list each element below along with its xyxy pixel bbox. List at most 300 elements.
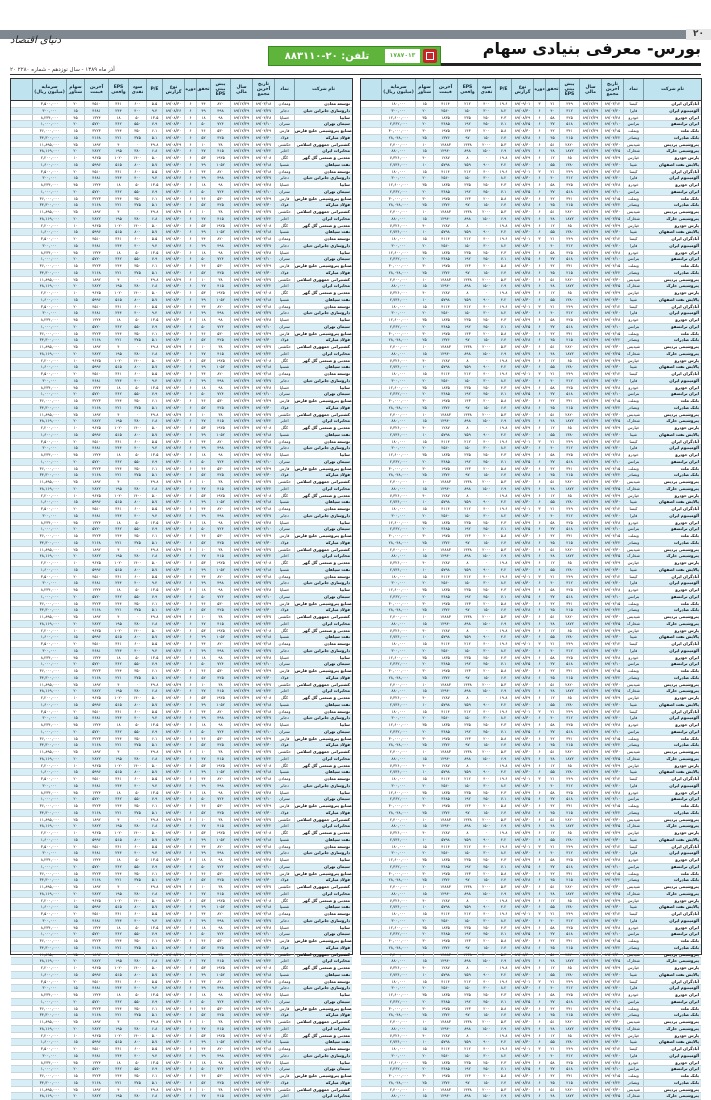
table-cell: ۴ bbox=[108, 614, 128, 620]
company-name-cell: آبادگران ایران bbox=[643, 439, 701, 445]
table-cell: ۸۹/۱۲/۲۹ bbox=[230, 418, 252, 424]
table-cell: ۴۱۱۴ bbox=[433, 169, 457, 175]
table-cell: ۱۲۹۴۰ bbox=[433, 351, 457, 357]
table-row bbox=[361, 169, 701, 176]
table-cell: ۸۹/۰۸/۳۰ bbox=[162, 979, 184, 985]
table-row bbox=[11, 243, 352, 250]
table-cell: ۶ bbox=[184, 776, 196, 782]
table-cell: وبصادر bbox=[623, 202, 643, 208]
table-cell: ۵.۸ bbox=[495, 1006, 511, 1012]
table-cell: ۵۵ bbox=[545, 297, 559, 303]
company-name-cell: سیمان تهران bbox=[294, 931, 352, 937]
table-cell: ۸۹/۰۳/۲۷ bbox=[252, 985, 274, 991]
company-name-cell: ایران خودرو bbox=[643, 992, 701, 998]
company-name-cell: صنایع پتروشیمی خلیج فارس bbox=[295, 668, 352, 673]
table-cell: ۹۰۰ bbox=[477, 634, 495, 640]
table-cell: ۳۵ bbox=[415, 655, 433, 661]
table-cell: ۴۵۱۰ bbox=[84, 911, 108, 917]
table-row bbox=[11, 884, 352, 891]
table-cell: ۸ bbox=[457, 493, 477, 499]
table-cell: ۷.۱ bbox=[495, 189, 511, 195]
table-row bbox=[11, 567, 352, 574]
table-cell: ۸۹/۱۲/۲۹ bbox=[579, 202, 601, 208]
company-name-cell: ایران خودرو bbox=[643, 182, 701, 188]
table-cell: ۸۹/۰۸/۳۰ bbox=[511, 702, 533, 708]
table-cell: ۸۹/۰۴/۱۵ bbox=[601, 601, 623, 607]
company-name-cell: مخابرات ایران bbox=[294, 486, 352, 492]
table-cell: فارس bbox=[274, 736, 294, 742]
table-cell: ۲۲۱ bbox=[108, 877, 128, 883]
table-cell: ۱۲۹۴۰ bbox=[433, 621, 457, 627]
table-cell: ۱۸۷۲ bbox=[559, 553, 579, 559]
table-cell: ۱۴۳۸ bbox=[457, 142, 477, 148]
table-cell: ۱۸۷۲ bbox=[559, 148, 579, 154]
table-cell: ۸۹/۰۸/۲۸ bbox=[511, 810, 533, 816]
table-cell: ۱۵ bbox=[66, 533, 84, 539]
table-cell: ۸۹/۰۸/۲۹ bbox=[162, 614, 184, 620]
table-cell: ۸۹/۰۴/۲۹ bbox=[601, 425, 623, 431]
table-cell: ۱۵۰ bbox=[477, 945, 495, 951]
table-cell: ۲۰ bbox=[415, 850, 433, 856]
table-cell: ۴۰ bbox=[415, 628, 433, 634]
table-cell: ۴۰۰ bbox=[477, 641, 495, 647]
table-cell: ۱۵ bbox=[415, 148, 433, 154]
table-cell: ۱۳۲۴ bbox=[84, 250, 108, 256]
table-cell: ۴۱۵ bbox=[210, 351, 230, 357]
table-cell: ۳۲۲۳ bbox=[84, 871, 108, 877]
table-cell: ۱۰ bbox=[415, 884, 433, 890]
table-cell: ۸۹/۰۴/۳۰ bbox=[601, 1039, 623, 1045]
table-cell: ۸۹/۰۸/۳۰ bbox=[511, 634, 533, 640]
table-row bbox=[361, 709, 701, 716]
table-cell: ۲۰ bbox=[66, 304, 84, 310]
table-cell: ۸۹/۰۴/۱۵ bbox=[601, 668, 623, 674]
table-cell: ۱,۶۰۰,۰۰۰ bbox=[32, 297, 66, 303]
table-cell: ۲۰ bbox=[66, 236, 84, 242]
table-cell: ۸۹/۱۲/۲۹ bbox=[579, 715, 601, 721]
table-cell: ۷.۹ bbox=[146, 999, 162, 1005]
table-row bbox=[361, 655, 701, 662]
table-cell: ۵۱۸ bbox=[559, 661, 579, 667]
table-cell: ۱۰۵۲ bbox=[210, 769, 230, 775]
table-cell: ۸۹/۱۲/۲۹ bbox=[230, 493, 252, 499]
table-cell: ۳۷۵ bbox=[128, 1012, 146, 1018]
table-cell: ۸۹/۰۳/۱۲ bbox=[601, 439, 623, 445]
table-cell: ۴۰۰ bbox=[128, 1053, 146, 1059]
table-cell: وبملت bbox=[623, 668, 643, 674]
table-row bbox=[11, 412, 352, 419]
table-cell: ۲۱۵ bbox=[559, 270, 579, 276]
table-cell: ۱۴۰۰ bbox=[128, 493, 146, 499]
table-cell: ۲۳۵ bbox=[457, 250, 477, 256]
table-cell: ۲۵ bbox=[415, 945, 433, 951]
table-cell: ۴۰۰ bbox=[477, 101, 495, 107]
table-cell: فایرا bbox=[623, 175, 643, 181]
table-cell: ۸۹/۰۴/۲۸ bbox=[252, 790, 274, 796]
table-cell: ۰ bbox=[477, 628, 495, 634]
table-cell: ۸۹/۰۴/۲۲ bbox=[252, 688, 274, 694]
table-cell: ۶ bbox=[184, 499, 196, 505]
table-cell: حکشتی bbox=[274, 614, 294, 620]
table-cell: ۱۵ bbox=[66, 297, 84, 303]
table-cell: ۸۹/۰۳/۳۰ bbox=[601, 952, 623, 958]
table-cell: ۸۹/۰۸/۳۰ bbox=[162, 317, 184, 323]
table-row bbox=[11, 378, 352, 385]
table-row bbox=[11, 371, 352, 378]
table-cell: ۴.۳ bbox=[495, 790, 511, 796]
table-cell: ۱۴۰۰ bbox=[128, 223, 146, 229]
table-cell: ۱۱,۸۹۵,۰۰۰ bbox=[32, 479, 66, 485]
table-cell: کیسا bbox=[623, 304, 643, 310]
table-cell: ۲۲۱ bbox=[108, 135, 128, 141]
table-cell: ۱۰ bbox=[415, 634, 433, 640]
table-cell: ۸۹/۰۸/۳۰ bbox=[162, 931, 184, 937]
table-row bbox=[361, 1080, 701, 1087]
table-cell: ۲۸,۰۴۸,۰۰۰ bbox=[381, 742, 415, 748]
table-cell: ۸۲۰ bbox=[210, 506, 230, 512]
table-cell: ۱۴۰۰ bbox=[128, 965, 146, 971]
table-cell: ۸۹/۱۲/۲۹ bbox=[230, 533, 252, 539]
advertisement-banner[interactable] bbox=[268, 46, 441, 66]
table-cell: خپارس bbox=[623, 560, 643, 566]
table-cell: ۸۹/۱۲/۲۹ bbox=[579, 229, 601, 235]
table-cell: ۸۹/۰۴/۱۰ bbox=[601, 121, 623, 127]
table-cell: ۳۲۲۳ bbox=[84, 196, 108, 202]
table-cell: ۳۴۱ bbox=[559, 601, 579, 607]
table-row bbox=[361, 749, 701, 756]
table-cell: ۹۸ bbox=[210, 992, 230, 998]
table-cell: ۸۹/۰۹/۰۱ bbox=[511, 641, 533, 647]
company-name-cell: پارس خودرو bbox=[643, 763, 701, 769]
table-cell: ۸۹/۱۲/۲۹ bbox=[230, 729, 252, 735]
table-cell: ۱۰ bbox=[66, 830, 84, 836]
table-cell: ۸۹/۰۴/۲۹ bbox=[601, 358, 623, 364]
table-cell: ۹.۴ bbox=[146, 445, 162, 451]
table-cell: ۶ bbox=[184, 121, 196, 127]
table-cell: بترانس bbox=[623, 256, 643, 262]
company-name-cell: پتروشیمی پردیس bbox=[643, 817, 701, 823]
table-cell: ۸۹/۰۸/۳۰ bbox=[162, 182, 184, 188]
table-cell: ۸۹/۰۸/۲۷ bbox=[511, 283, 533, 289]
table-cell: ۴.۲ bbox=[495, 297, 511, 303]
table-cell: ۱۹۷۵ bbox=[433, 466, 457, 472]
table-cell: ۸۲۰ bbox=[210, 371, 230, 377]
table-cell: ۲۴۴ bbox=[108, 871, 128, 877]
table-cell: ۲۳۵ bbox=[457, 925, 477, 931]
table-cell: وبملت bbox=[623, 263, 643, 269]
table-cell: ۱۲ bbox=[545, 155, 559, 161]
table-cell: ۸۹/۱۲/۲۹ bbox=[230, 277, 252, 283]
table-cell: خساپا bbox=[274, 1060, 294, 1066]
table-cell: ۳۰۰ bbox=[477, 513, 495, 519]
table-cell: ۴۹۸ bbox=[210, 580, 230, 586]
table-cell: ۸۹/۰۳/۲۷ bbox=[252, 243, 274, 249]
table-cell: ۸۹/۱۲/۲۹ bbox=[579, 580, 601, 586]
table-cell: ۵۷۲۰ bbox=[84, 999, 108, 1005]
table-cell: ۲۳۵ bbox=[457, 857, 477, 863]
table-cell: ۸۹/۱۲/۲۹ bbox=[230, 830, 252, 836]
table-cell: ۲۱۲ bbox=[457, 506, 477, 512]
table-cell: ۸۹/۰۸/۳۰ bbox=[162, 634, 184, 640]
table-cell: ۲۴۴ bbox=[108, 985, 128, 991]
table-row bbox=[361, 790, 701, 797]
table-cell: ۸۲۰ bbox=[210, 844, 230, 850]
table-cell: ۸۹/۰۹/۰۱ bbox=[511, 979, 533, 985]
table-cell: ۲۰۰ bbox=[477, 398, 495, 404]
table-cell: ۸۹/۰۸/۳۰ bbox=[162, 526, 184, 532]
table-cell: ۳۰۰,۰۰۰ bbox=[32, 513, 66, 519]
table-cell: ۳,۵۰۰,۰۰۰ bbox=[32, 979, 66, 985]
table-cell: ۲۱ bbox=[545, 1046, 559, 1052]
table-cell: ۸۹/۰۴/۱۰ bbox=[252, 324, 274, 330]
table-row bbox=[361, 965, 701, 972]
company-name-cell: معدنی و صنعتی گل گهر bbox=[294, 695, 352, 701]
table-row bbox=[11, 904, 352, 911]
table-cell: ۲۰ bbox=[415, 108, 433, 114]
table-cell: ۸۹/۰۸/۲۶ bbox=[162, 850, 184, 856]
table-cell: ۸۹/۰۸/۲۹ bbox=[511, 587, 533, 593]
table-cell: ۳۰۰,۰۰۰ bbox=[32, 850, 66, 856]
company-name-cell: کشتیرانی جمهوری اسلامی bbox=[294, 682, 352, 688]
table-cell: ۸۹/۰۸/۳۰ bbox=[511, 715, 533, 721]
company-name-cell: داروسازی جابرابن حیان bbox=[294, 715, 352, 721]
table-cell: ۳ bbox=[533, 709, 545, 715]
table-cell: ۶ bbox=[533, 128, 545, 134]
table-cell: ۶ bbox=[533, 358, 545, 364]
table-cell: ۴۰۰ bbox=[477, 304, 495, 310]
table-cell: ۸۹/۰۳/۱۸ bbox=[252, 709, 274, 715]
table-cell: ۸۹/۰۸/۲۸ bbox=[511, 877, 533, 883]
table-cell: ۲۴۹ bbox=[559, 979, 579, 985]
table-cell: ۲۰ bbox=[415, 1066, 433, 1072]
table-cell: خودرو bbox=[623, 1060, 643, 1066]
table-cell: ۵.۰ bbox=[146, 1033, 162, 1039]
company-name-cell: پارس خودرو bbox=[643, 290, 701, 296]
table-cell: ۴۲۵ bbox=[210, 607, 230, 613]
table-cell: فایرا bbox=[623, 378, 643, 384]
table-cell: خودرو bbox=[623, 992, 643, 998]
table-cell: ۶ bbox=[533, 445, 545, 451]
table-cell: ۶.۱ bbox=[146, 1006, 162, 1012]
table-cell: ۱۴۳۸ bbox=[457, 277, 477, 283]
table-cell: ۸۹/۱۲/۲۹ bbox=[230, 189, 252, 195]
table-cell: ۱,۰۰۰,۰۰۰ bbox=[32, 121, 66, 127]
table-cell: ۱۰ bbox=[415, 749, 433, 755]
table-cell: فایرا bbox=[623, 1053, 643, 1059]
table-cell: ۱۵ bbox=[66, 1012, 84, 1018]
table-cell: ۵.۱ bbox=[146, 472, 162, 478]
table-cell: ۳۵ bbox=[415, 115, 433, 121]
table-cell: ۵۵۰ bbox=[128, 864, 146, 870]
table-cell: خپارس bbox=[623, 223, 643, 229]
table-cell: ۵۱ bbox=[545, 412, 559, 418]
table-cell: ۷۲۴ bbox=[210, 526, 230, 532]
table-cell: ۶ bbox=[533, 614, 545, 620]
table-cell: ۱۲۹۴۰ bbox=[433, 688, 457, 694]
company-name-cell: پالایش نفت اصفهان bbox=[643, 904, 701, 910]
table-cell: ۴۶۸۱ bbox=[84, 378, 108, 384]
table-cell: ۲۰ bbox=[66, 641, 84, 647]
table-cell: ۸۹/۰۴/۲۷ bbox=[252, 1087, 274, 1093]
table-row bbox=[11, 655, 352, 662]
table-cell: ۸۹/۱۲/۲۹ bbox=[579, 472, 601, 478]
table-cell: ۸۹/۰۳/۲۵ bbox=[601, 1026, 623, 1032]
table-cell: ۶ bbox=[184, 378, 196, 384]
table-cell: ۱۵ bbox=[66, 331, 84, 337]
table-cell: ۸۹/۰۳/۱۸ bbox=[252, 439, 274, 445]
table-cell: ۲,۳۶۲,۰۰۰ bbox=[381, 391, 415, 397]
table-cell: ۶ bbox=[184, 243, 196, 249]
table-cell: حکشتی bbox=[274, 1087, 294, 1093]
table-cell: ستران bbox=[274, 594, 294, 600]
table-cell: ۱۳۲۴ bbox=[84, 1060, 108, 1066]
table-cell: ۸۹/۰۹/۰۱ bbox=[511, 101, 533, 107]
table-cell: وبصادر bbox=[623, 405, 643, 411]
table-cell: ۱,۶۰۰,۰۰۰ bbox=[32, 702, 66, 708]
table-cell: ۰ bbox=[128, 884, 146, 890]
table-cell: ۵.۵ bbox=[146, 574, 162, 580]
table-cell: ۳۱۲ bbox=[559, 850, 579, 856]
company-name-cell: بانک ملت bbox=[643, 128, 701, 134]
table-cell: ۸۹/۱۲/۲۹ bbox=[579, 337, 601, 343]
table-cell: ۴۱۱۴ bbox=[433, 776, 457, 782]
table-row bbox=[361, 229, 701, 236]
table-cell: ۱۰ bbox=[415, 614, 433, 620]
table-cell: ۳۲۲۳ bbox=[84, 533, 108, 539]
table-row bbox=[11, 398, 352, 405]
table-cell: ۵۷۹۸ bbox=[433, 769, 457, 775]
table-cell: خساپا bbox=[274, 925, 294, 931]
table-cell: ۲۱۲ bbox=[457, 979, 477, 985]
table-cell: ۱۵۰ bbox=[477, 135, 495, 141]
company-name-cell: کشتیرانی جمهوری اسلامی bbox=[294, 479, 352, 485]
table-cell: ۹۶۲۵ bbox=[84, 560, 108, 566]
table-cell: ۰ bbox=[128, 344, 146, 350]
table-cell: ۸۹/۱۲/۲۹ bbox=[579, 985, 601, 991]
table-cell: ۸۹/۰۳/۲۵ bbox=[601, 216, 623, 222]
table-cell: ۸۹/۰۴/۲۹ bbox=[252, 601, 274, 607]
table-row bbox=[361, 931, 701, 938]
table-cell: ۱۳.۵ bbox=[146, 857, 162, 863]
table-cell: ۵۵۰ bbox=[128, 256, 146, 262]
table-cell: ۱۰ bbox=[415, 432, 433, 438]
table-cell: ۹.۴ bbox=[146, 985, 162, 991]
table-cell: ۸۹/۰۸/۲۵ bbox=[511, 459, 533, 465]
table-cell: ۵۷۹۸ bbox=[433, 567, 457, 573]
table-cell: ۸۹/۰۴/۱۰ bbox=[601, 256, 623, 262]
table-cell: ۳۴۱ bbox=[559, 533, 579, 539]
table-cell: ۸۹/۰۳/۳۰ bbox=[601, 547, 623, 553]
table-cell: ۲,۷۳۶,۰۰۰ bbox=[381, 904, 415, 910]
company-name-cell: پتروشیمی پردیس bbox=[643, 884, 701, 890]
table-cell: ۱۴۸۸۳ bbox=[433, 682, 457, 688]
table-cell: وبملت bbox=[623, 466, 643, 472]
company-name-cell: آبادگران ایران bbox=[643, 506, 701, 512]
table-cell: ۱۹.۸ bbox=[495, 223, 511, 229]
table-cell: ۳۸۰ bbox=[128, 486, 146, 492]
table-cell: ۱,۶۰۰,۰۰۰ bbox=[32, 769, 66, 775]
table-cell: ۶ bbox=[533, 722, 545, 728]
table-cell: ۱۰ bbox=[196, 614, 210, 620]
table-cell: ۵۲ bbox=[196, 607, 210, 613]
table-cell: وبملت bbox=[623, 1006, 643, 1012]
table-cell: ۳۴۱ bbox=[559, 668, 579, 674]
table-cell: ۳۷۵ bbox=[128, 135, 146, 141]
company-name-cell: پتروشیمی پردیس bbox=[643, 277, 701, 283]
table-cell: ۷.۱ bbox=[495, 999, 511, 1005]
table-cell: ۴۹.۸ bbox=[146, 614, 162, 620]
table-cell: ۵۰ bbox=[196, 121, 210, 127]
table-cell: کگل bbox=[274, 493, 294, 499]
table-cell: ۸۹/۱۲/۲۹ bbox=[579, 628, 601, 634]
table-cell: ۸۹/۱۲/۲۹ bbox=[230, 783, 252, 789]
table-cell: ۲۰۰ bbox=[477, 871, 495, 877]
table-cell: ۸۹/۰۴/۲۸ bbox=[252, 1060, 274, 1066]
table-cell: ۸۹/۰۴/۲۰ bbox=[601, 513, 623, 519]
table-cell: ۱۵۰۰ bbox=[477, 621, 495, 627]
table-cell: ۱۰۲۰ bbox=[108, 290, 128, 296]
company-name-cell: آلومینیوم ایران bbox=[643, 378, 701, 384]
company-name-cell: معدنی و صنعتی گل گهر bbox=[294, 628, 352, 634]
table-cell: ۸,۲۳۴,۰۰۰ bbox=[32, 722, 66, 728]
table-cell: ۵۵۰ bbox=[128, 999, 146, 1005]
table-cell: ۸۹/۰۸/۲۹ bbox=[162, 952, 184, 958]
table-cell: ۶۰۰ bbox=[128, 911, 146, 917]
table-cell: ۲۸,۰۴۸,۰۰۰ bbox=[381, 135, 415, 141]
table-cell: ۳۴۱ bbox=[559, 196, 579, 202]
table-cell: ۲۴۹ bbox=[559, 1046, 579, 1052]
table-cell: ۸۹/۰۴/۳۰ bbox=[252, 675, 274, 681]
table-cell: ۸۹/۱۲/۲۹ bbox=[579, 796, 601, 802]
table-cell: ۸۹/۱۲/۲۹ bbox=[230, 857, 252, 863]
table-cell: ۱۹۲ bbox=[457, 661, 477, 667]
table-cell: ۸۹/۰۸/۲۹ bbox=[162, 412, 184, 418]
table-cell: ۶ bbox=[533, 790, 545, 796]
table-cell: ۶۰۰ bbox=[128, 574, 146, 580]
table-cell: فولاد bbox=[274, 1012, 294, 1018]
company-name-cell: پالایش نفت اصفهان bbox=[643, 229, 701, 235]
table-cell: ۲۰۰۰ bbox=[477, 344, 495, 350]
table-cell: ۱۹۷۵ bbox=[433, 736, 457, 742]
table-cell: وبصادر bbox=[623, 1080, 643, 1086]
company-name-cell: صنایع پتروشیمی خلیج فارس bbox=[295, 1073, 352, 1078]
table-cell: ۲۵۶۰ bbox=[433, 918, 457, 924]
table-cell: ۸۹/۱۲/۲۹ bbox=[230, 445, 252, 451]
table-row bbox=[361, 499, 701, 506]
table-cell: ۸۹/۱۲/۲۹ bbox=[579, 547, 601, 553]
table-cell: ۸ bbox=[457, 898, 477, 904]
table-cell: ۷.۹ bbox=[146, 661, 162, 667]
table-cell: ۸۹/۰۴/۲۹ bbox=[601, 493, 623, 499]
table-cell: کگل bbox=[274, 425, 294, 431]
table-cell: ۸۹/۰۴/۲۰ bbox=[601, 985, 623, 991]
table-cell: ۶ bbox=[184, 358, 196, 364]
table-row bbox=[361, 351, 701, 358]
company-name-cell: ایران خودرو bbox=[643, 925, 701, 931]
table-cell: ۶ bbox=[184, 884, 196, 890]
table-cell: ۸۹/۱۲/۲۹ bbox=[230, 412, 252, 418]
table-cell: ۲,۳۶۲,۰۰۰ bbox=[381, 594, 415, 600]
table-row bbox=[11, 1006, 352, 1013]
table-row bbox=[361, 952, 701, 959]
table-row bbox=[11, 1019, 352, 1026]
table-cell: ۸.۲ bbox=[495, 513, 511, 519]
table-cell: ۶ bbox=[184, 918, 196, 924]
table-cell: ۶.۹ bbox=[495, 351, 511, 357]
table-cell: ۶.۸ bbox=[146, 553, 162, 559]
company-name-cell: آلومینیوم ایران bbox=[643, 918, 701, 924]
table-cell: ۱۰ bbox=[66, 628, 84, 634]
